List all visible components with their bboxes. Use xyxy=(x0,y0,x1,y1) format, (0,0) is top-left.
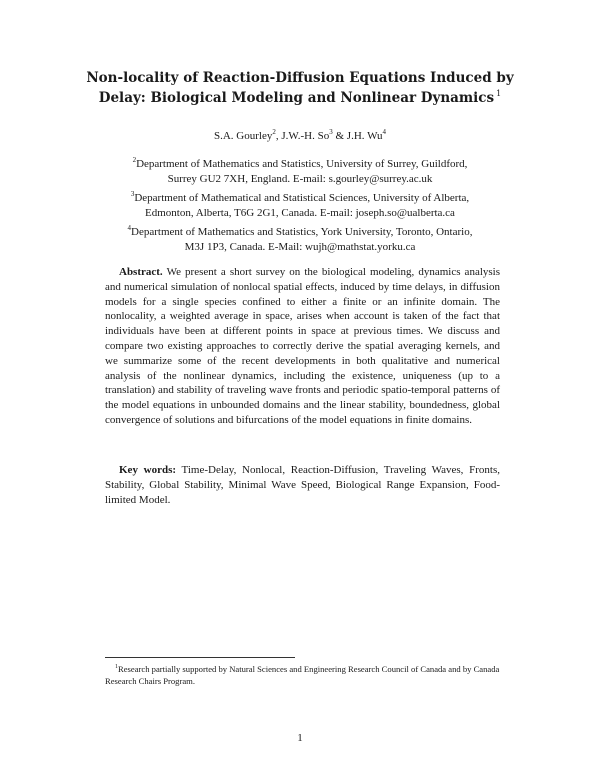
affiliation-surrey xyxy=(90,153,510,187)
footnote-text: Research partially supported by Natural Sciences and Engineering Research Council of Canada and by Canada Research Chairs Program. xyxy=(105,664,500,686)
author-name: J.H. Wu xyxy=(346,130,383,142)
author-mark: 3 xyxy=(329,128,333,136)
title-line-2 xyxy=(80,86,520,106)
affiliation-mark: 3 xyxy=(130,190,135,198)
affiliation-mark: 4 xyxy=(127,224,132,232)
author-separator: & xyxy=(332,130,347,142)
affiliation-alberta xyxy=(90,187,510,221)
affiliations xyxy=(90,153,510,255)
author-mark: 2 xyxy=(272,128,276,136)
abstract xyxy=(105,265,500,428)
page-number: 1 xyxy=(297,732,303,744)
author-name: S.A. Gourley xyxy=(213,130,273,142)
author-mark: 4 xyxy=(382,128,387,136)
footnote xyxy=(105,661,515,687)
footnote-rule xyxy=(105,657,295,658)
affiliation-line: Department of Mathematics and Statistics, York University, Toronto, Ontario, xyxy=(131,226,473,238)
author-list xyxy=(80,128,520,142)
author-name: J.W.-H. So xyxy=(281,130,330,142)
affiliation-line: M3J 1P3, Canada. E-Mail: wujh@mathstat.yorku.ca xyxy=(184,241,416,253)
title-line-2-text: Delay: Biological Modeling and Nonlinear Dynamics xyxy=(98,90,495,106)
title-footnote-mark: 1 xyxy=(496,89,502,98)
title-line-1: Non-locality of Reaction-Diffusion Equations Induced by xyxy=(86,70,514,86)
keywords-label: Key words: xyxy=(119,464,177,476)
affiliation-line: Edmonton, Alberta, T6G 2G1, Canada. E-mail: joseph.so@ualberta.ca xyxy=(145,207,455,219)
affiliation-mark: 2 xyxy=(132,156,137,164)
abstract-text: We present a short survey on the biological modeling, dynamics analysis and numerical simulation of nonlocal spatial effects, induced by time delays, in diffusion models for a single species confined to either a finite or an infinite domain. The nonlocality, a weighted average in space, arises when account is taken of the fact that individuals have been at different points in space at previous times. We discuss and compare two existing approaches to correctly derive the spatial averaging kernels, and we summarize some of the recent developments in both qualitative and numerical analysis of the nonlinear dynamics, including the existence, uniqueness (up to a translation) and stability of traveling wave fronts and periodic spatio-temporal patterns of the model equations in unbounded domains and the linear stability, boundedness, global convergence of solutions and bifurcations of the model equations in finite domains. xyxy=(105,266,500,426)
affiliation-line: Department of Mathematics and Statistics, University of Surrey, Guildford, xyxy=(136,158,468,170)
affiliation-line: Department of Mathematical and Statistical Sciences, University of Alberta, xyxy=(134,192,470,204)
abstract-label: Abstract. xyxy=(119,266,163,278)
paper-title xyxy=(80,70,520,106)
affiliation-line: Surrey GU2 7XH, England. E-mail: s.gourley@surrey.ac.uk xyxy=(167,173,433,185)
keywords xyxy=(105,463,500,508)
footnote-mark: 1 xyxy=(115,664,118,670)
author-separator: , xyxy=(275,130,282,142)
affiliation-york xyxy=(90,221,510,255)
keywords-text: Time-Delay, Nonlocal, Reaction-Diffusion, Traveling Waves, Fronts, Stability, Global Stability, Minimal Wave Speed, Biological Range Expansion, Food-limited Model. xyxy=(105,464,500,506)
